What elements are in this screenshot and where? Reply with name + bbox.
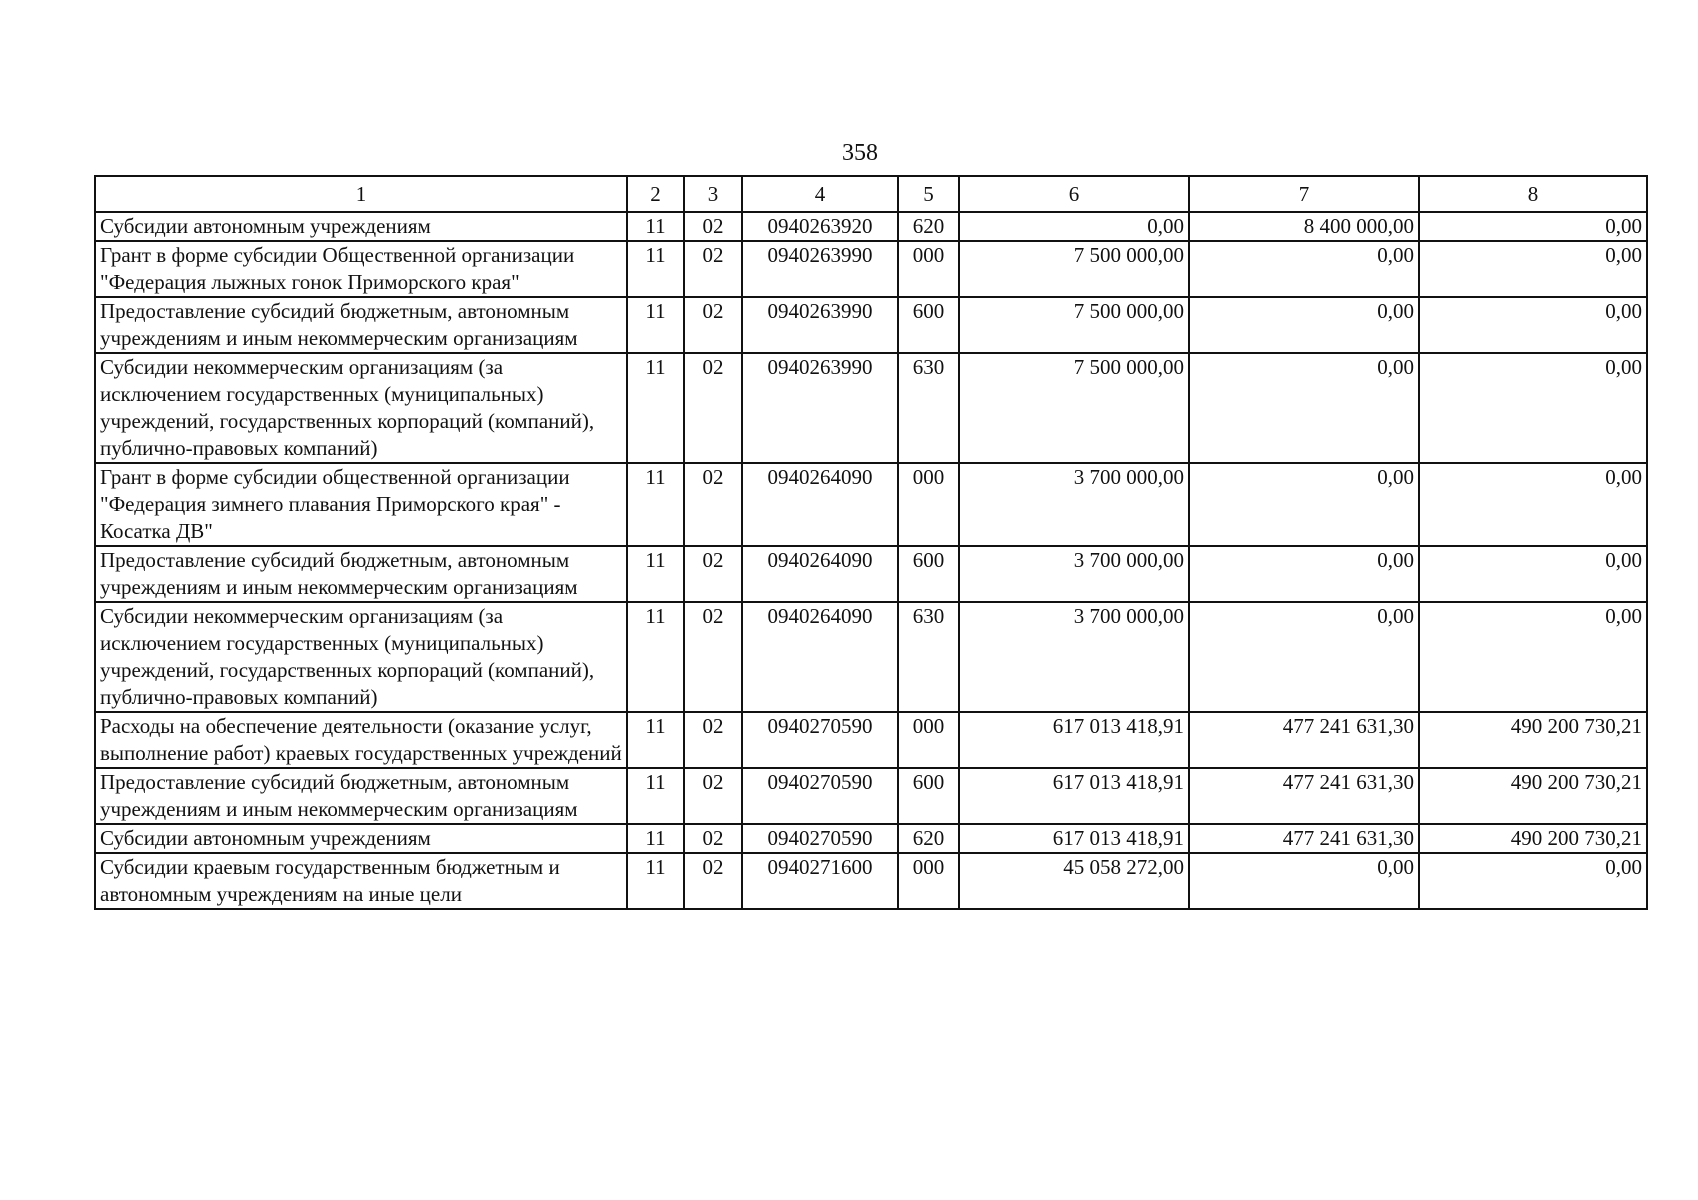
subsection-code: 02 <box>684 212 742 241</box>
amount-col-6: 3 700 000,00 <box>959 602 1189 712</box>
table-row <box>95 463 1647 546</box>
column-header-4: 4 <box>742 176 898 212</box>
column-header-2: 2 <box>627 176 684 212</box>
table-row <box>95 241 1647 297</box>
expense-type-code: 630 <box>898 353 959 463</box>
amount-col-8: 0,00 <box>1419 853 1647 909</box>
amount-col-8: 490 200 730,21 <box>1419 824 1647 853</box>
amount-col-7: 0,00 <box>1189 602 1419 712</box>
column-header-6: 6 <box>959 176 1189 212</box>
expense-name: Предоставление субсидий бюджетным, автономным учреждениям и иным некоммерческим организациям <box>95 297 627 353</box>
amount-col-8: 0,00 <box>1419 353 1647 463</box>
expense-name: Субсидии некоммерческим организациям (за исключением государственных (муниципальных) учреждений, государственных корпораций (компаний), публично-правовых компаний) <box>95 353 627 463</box>
amount-col-7: 0,00 <box>1189 546 1419 602</box>
target-article-code: 0940271600 <box>742 853 898 909</box>
amount-col-8: 0,00 <box>1419 241 1647 297</box>
target-article-code: 0940263990 <box>742 241 898 297</box>
page-number: 358 <box>842 140 878 166</box>
section-code: 11 <box>627 768 684 824</box>
expense-type-code: 620 <box>898 212 959 241</box>
subsection-code: 02 <box>684 602 742 712</box>
amount-col-6: 0,00 <box>959 212 1189 241</box>
expense-name: Субсидии некоммерческим организациям (за исключением государственных (муниципальных) учреждений, государственных корпораций (компаний), публично-правовых компаний) <box>95 602 627 712</box>
subsection-code: 02 <box>684 712 742 768</box>
table-row <box>95 712 1647 768</box>
amount-col-6: 3 700 000,00 <box>959 463 1189 546</box>
target-article-code: 0940263920 <box>742 212 898 241</box>
amount-col-6: 3 700 000,00 <box>959 546 1189 602</box>
table-row <box>95 546 1647 602</box>
amount-col-7: 0,00 <box>1189 353 1419 463</box>
expense-type-code: 000 <box>898 241 959 297</box>
amount-col-7: 0,00 <box>1189 853 1419 909</box>
amount-col-7: 0,00 <box>1189 297 1419 353</box>
amount-col-6: 45 058 272,00 <box>959 853 1189 909</box>
expense-type-code: 000 <box>898 463 959 546</box>
amount-col-7: 477 241 631,30 <box>1189 768 1419 824</box>
section-code: 11 <box>627 212 684 241</box>
section-code: 11 <box>627 602 684 712</box>
expense-name: Грант в форме субсидии Общественной организации "Федерация лыжных гонок Приморского края" <box>95 241 627 297</box>
table-row <box>95 353 1647 463</box>
subsection-code: 02 <box>684 353 742 463</box>
expense-name: Расходы на обеспечение деятельности (оказание услуг, выполнение работ) краевых государственных учреждений <box>95 712 627 768</box>
amount-col-8: 0,00 <box>1419 463 1647 546</box>
amount-col-8: 490 200 730,21 <box>1419 768 1647 824</box>
expense-name: Грант в форме субсидии общественной организации "Федерация зимнего плавания Приморского края" - Косатка ДВ" <box>95 463 627 546</box>
table-row <box>95 768 1647 824</box>
target-article-code: 0940263990 <box>742 297 898 353</box>
target-article-code: 0940270590 <box>742 824 898 853</box>
expense-type-code: 630 <box>898 602 959 712</box>
expense-name: Предоставление субсидий бюджетным, автономным учреждениям и иным некоммерческим организациям <box>95 768 627 824</box>
expense-type-code: 600 <box>898 297 959 353</box>
amount-col-7: 477 241 631,30 <box>1189 712 1419 768</box>
section-code: 11 <box>627 353 684 463</box>
subsection-code: 02 <box>684 463 742 546</box>
target-article-code: 0940264090 <box>742 546 898 602</box>
amount-col-6: 617 013 418,91 <box>959 824 1189 853</box>
section-code: 11 <box>627 241 684 297</box>
section-code: 11 <box>627 546 684 602</box>
column-header-7: 7 <box>1189 176 1419 212</box>
subsection-code: 02 <box>684 824 742 853</box>
amount-col-6: 7 500 000,00 <box>959 297 1189 353</box>
amount-col-6: 7 500 000,00 <box>959 241 1189 297</box>
column-header-1: 1 <box>95 176 627 212</box>
table-row <box>95 824 1647 853</box>
section-code: 11 <box>627 297 684 353</box>
amount-col-6: 617 013 418,91 <box>959 768 1189 824</box>
expense-type-code: 000 <box>898 853 959 909</box>
expense-type-code: 000 <box>898 712 959 768</box>
expense-name: Предоставление субсидий бюджетным, автономным учреждениям и иным некоммерческим организациям <box>95 546 627 602</box>
section-code: 11 <box>627 824 684 853</box>
subsection-code: 02 <box>684 241 742 297</box>
amount-col-8: 0,00 <box>1419 297 1647 353</box>
column-header-5: 5 <box>898 176 959 212</box>
table-row <box>95 212 1647 241</box>
expense-name: Субсидии краевым государственным бюджетным и автономным учреждениям на иные цели <box>95 853 627 909</box>
column-header-8: 8 <box>1419 176 1647 212</box>
expense-type-code: 600 <box>898 546 959 602</box>
header-row <box>95 176 1647 212</box>
target-article-code: 0940270590 <box>742 712 898 768</box>
subsection-code: 02 <box>684 546 742 602</box>
amount-col-7: 0,00 <box>1189 463 1419 546</box>
target-article-code: 0940264090 <box>742 602 898 712</box>
amount-col-8: 0,00 <box>1419 602 1647 712</box>
amount-col-8: 0,00 <box>1419 546 1647 602</box>
amount-col-8: 490 200 730,21 <box>1419 712 1647 768</box>
table-row <box>95 602 1647 712</box>
expense-name: Субсидии автономным учреждениям <box>95 824 627 853</box>
section-code: 11 <box>627 853 684 909</box>
expense-type-code: 600 <box>898 768 959 824</box>
amount-col-6: 617 013 418,91 <box>959 712 1189 768</box>
expense-type-code: 620 <box>898 824 959 853</box>
expense-name: Субсидии автономным учреждениям <box>95 212 627 241</box>
table-row <box>95 853 1647 909</box>
column-header-3: 3 <box>684 176 742 212</box>
section-code: 11 <box>627 712 684 768</box>
amount-col-7: 0,00 <box>1189 241 1419 297</box>
target-article-code: 0940263990 <box>742 353 898 463</box>
subsection-code: 02 <box>684 768 742 824</box>
table-row <box>95 297 1647 353</box>
target-article-code: 0940264090 <box>742 463 898 546</box>
amount-col-7: 477 241 631,30 <box>1189 824 1419 853</box>
subsection-code: 02 <box>684 297 742 353</box>
section-code: 11 <box>627 463 684 546</box>
amount-col-8: 0,00 <box>1419 212 1647 241</box>
amount-col-6: 7 500 000,00 <box>959 353 1189 463</box>
amount-col-7: 8 400 000,00 <box>1189 212 1419 241</box>
budget-table <box>94 175 1648 910</box>
target-article-code: 0940270590 <box>742 768 898 824</box>
subsection-code: 02 <box>684 853 742 909</box>
